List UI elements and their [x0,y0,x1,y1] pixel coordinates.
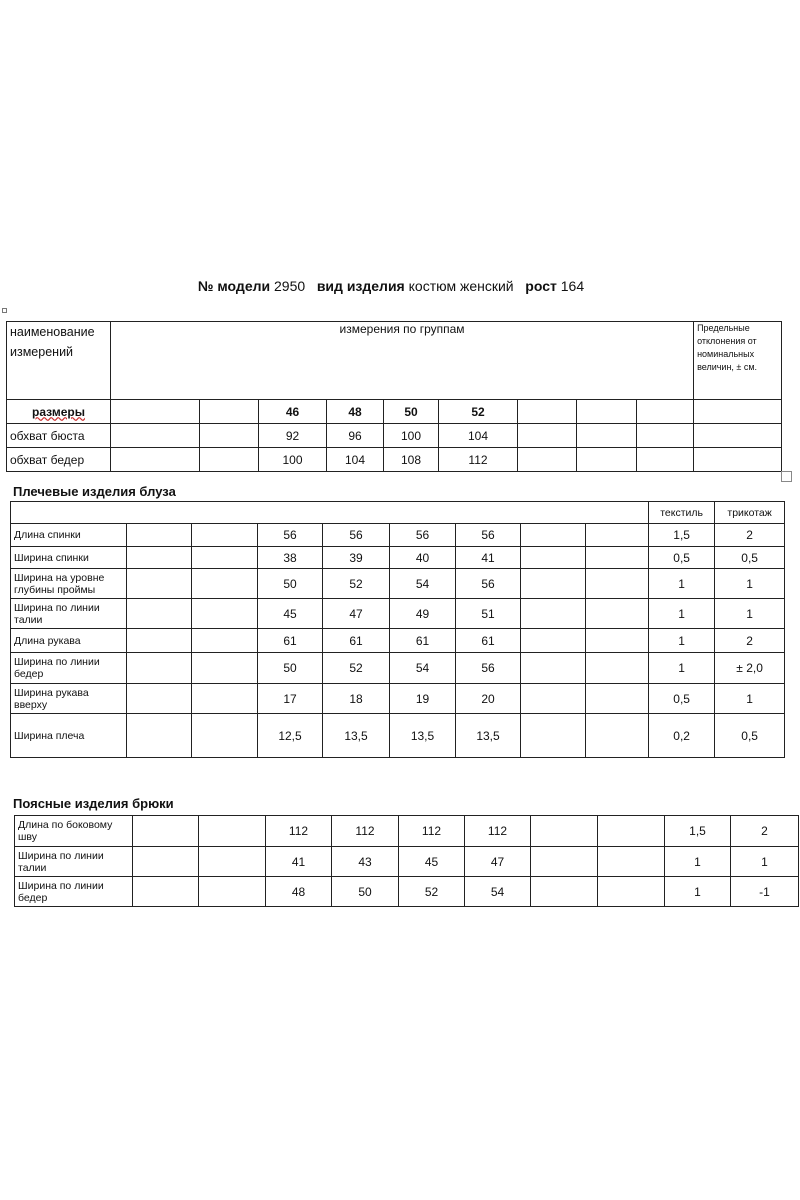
knit-cell: 1 [715,684,785,714]
knit-cell: 1 [731,847,799,877]
table-row [15,847,799,877]
value-cell: 56 [456,569,521,599]
table-header-row [7,322,782,400]
value-cell: 52 [399,877,465,907]
value-cell: 56 [323,524,390,547]
knit-cell: -1 [731,877,799,907]
value-cell: 61 [456,629,521,653]
value-cell: 52 [323,653,390,684]
size-cell: 50 [384,400,439,424]
row-label: Длина рукава [11,629,127,653]
value-cell: 54 [465,877,531,907]
table-row [11,629,785,653]
textile-cell: 1 [649,629,715,653]
row-label: Ширина спинки [11,547,127,569]
row-label: Длина по боковому шву [15,816,133,847]
value-cell: 45 [399,847,465,877]
table-row [7,448,782,472]
knit-cell: ± 2,0 [715,653,785,684]
value-cell: 54 [390,653,456,684]
value-cell: 61 [258,629,323,653]
row-label: Ширина по линии талии [15,847,133,877]
trousers-table [14,815,799,907]
row-label: Ширина по линии талии [11,599,127,629]
textile-cell: 1 [649,569,715,599]
value-cell: 13,5 [456,714,521,758]
header-tolerance-cell: Предельные отклонения от номинальных величин, ± см. [694,322,782,400]
knit-cell: 2 [715,629,785,653]
value-cell: 56 [258,524,323,547]
value-cell: 18 [323,684,390,714]
table-row [11,714,785,758]
header-groups-cell: измерения по группам [111,322,694,400]
table-row [11,653,785,684]
value-cell: 56 [390,524,456,547]
value-cell: 92 [259,424,327,448]
textile-cell: 0,5 [649,547,715,569]
row-label: Ширина рукава вверху [11,684,127,714]
value-cell: 104 [327,448,384,472]
value-cell: 112 [399,816,465,847]
value-cell: 41 [266,847,332,877]
row-label: Ширина по линии бедер [11,653,127,684]
value-cell: 108 [384,448,439,472]
table-header-row [11,502,785,524]
knit-cell: 2 [715,524,785,547]
height-label: рост [525,278,557,294]
table-row [15,877,799,907]
value-cell: 48 [266,877,332,907]
model-value: 2950 [274,278,306,294]
size-cell: 48 [327,400,384,424]
knit-cell: 1 [715,569,785,599]
value-cell: 47 [323,599,390,629]
row-label: Ширина по линии бедер [15,877,133,907]
model-label: № модели [197,278,271,294]
header-name-cell: наименование измерений [7,322,111,400]
textile-cell: 1 [649,653,715,684]
value-cell: 17 [258,684,323,714]
type-value: костюм женский [408,278,514,294]
table-row [11,599,785,629]
blouse-table [10,501,785,758]
value-cell: 56 [456,524,521,547]
textile-cell: 1,5 [649,524,715,547]
table-row [11,684,785,714]
sizes-label: размеры [7,400,111,424]
knit-cell: 0,5 [715,547,785,569]
knit-cell: 0,5 [715,714,785,758]
value-cell: 13,5 [323,714,390,758]
textile-cell: 1 [665,877,731,907]
table-row [7,424,782,448]
knit-cell: 1 [715,599,785,629]
value-cell: 50 [258,569,323,599]
value-cell: 50 [332,877,399,907]
value-cell: 13,5 [390,714,456,758]
value-cell: 40 [390,547,456,569]
value-cell: 20 [456,684,521,714]
textile-cell: 1 [665,847,731,877]
value-cell: 112 [266,816,332,847]
type-label: вид изделия [316,278,405,294]
value-cell: 112 [439,448,518,472]
value-cell: 104 [439,424,518,448]
value-cell: 54 [390,569,456,599]
value-cell: 47 [465,847,531,877]
textile-cell: 1 [649,599,715,629]
col-knit: трикотаж [715,502,785,524]
value-cell: 61 [390,629,456,653]
table-row [11,569,785,599]
page-title [0,278,782,294]
value-cell: 112 [465,816,531,847]
value-cell: 49 [390,599,456,629]
textile-cell: 1,5 [665,816,731,847]
row-label: Длина спинки [11,524,127,547]
value-cell: 112 [332,816,399,847]
value-cell: 41 [456,547,521,569]
value-cell: 96 [327,424,384,448]
value-cell: 52 [323,569,390,599]
table-row [11,524,785,547]
value-cell: 45 [258,599,323,629]
height-value: 164 [560,278,585,294]
value-cell: 38 [258,547,323,569]
row-label: обхват бюста [7,424,111,448]
table-row [11,547,785,569]
anchor-marker [2,308,7,313]
row-label: обхват бедер [7,448,111,472]
row-label: Ширина плеча [11,714,127,758]
section-title-blouse: Плечевые изделия блуза [13,484,176,499]
knit-cell: 2 [731,816,799,847]
textile-cell: 0,5 [649,684,715,714]
value-cell: 12,5 [258,714,323,758]
col-textile: текстиль [649,502,715,524]
value-cell: 19 [390,684,456,714]
table-resize-handle[interactable] [781,471,792,482]
value-cell: 39 [323,547,390,569]
value-cell: 56 [456,653,521,684]
size-cell: 46 [259,400,327,424]
value-cell: 43 [332,847,399,877]
value-cell: 50 [258,653,323,684]
value-cell: 61 [323,629,390,653]
table-row [15,816,799,847]
textile-cell: 0,2 [649,714,715,758]
value-cell: 51 [456,599,521,629]
value-cell: 100 [259,448,327,472]
sizes-row [7,400,782,424]
section-title-trousers: Поясные изделия брюки [13,796,174,811]
size-cell: 52 [439,400,518,424]
value-cell: 100 [384,424,439,448]
row-label: Ширина на уровне глубины проймы [11,569,127,599]
size-groups-table [6,321,782,472]
